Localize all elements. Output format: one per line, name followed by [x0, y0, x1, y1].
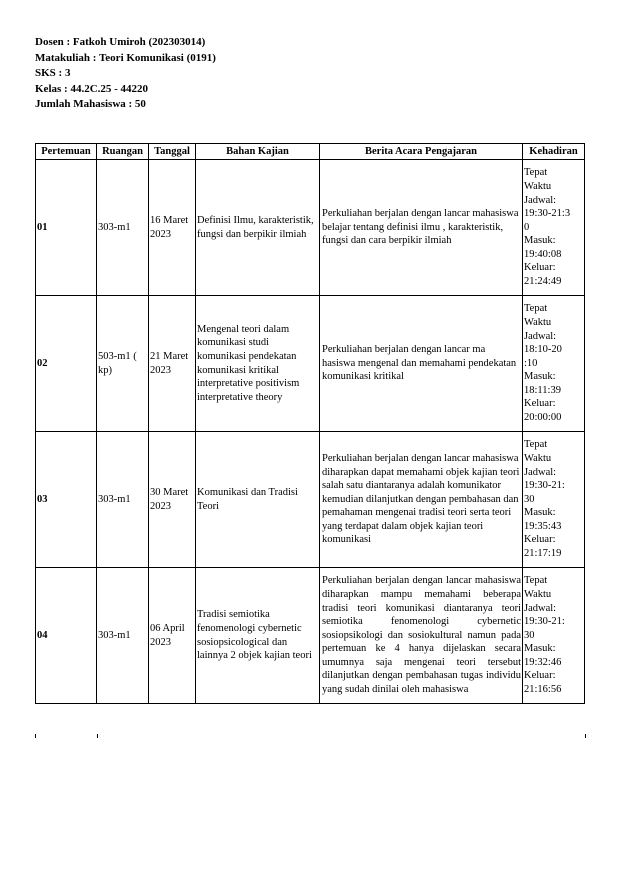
kehadiran-line: 21:24:49	[524, 276, 562, 288]
bahan-kajian-cell: Komunikasi dan Tradisi Teori	[196, 432, 320, 568]
kehadiran-line: Keluar:	[524, 670, 556, 682]
kehadiran-line: Masuk:	[524, 235, 556, 247]
header-berita-acara: Berita Acara Pengajaran	[320, 144, 523, 160]
ruangan-cell: 503-m1 ( kp)	[97, 296, 149, 432]
kehadiran-line: Tepat	[524, 575, 548, 587]
kehadiran-line: 19:30-21:3	[524, 208, 571, 220]
jumlah-mahasiswa-line: Jumlah Mahasiswa : 50	[35, 98, 146, 110]
kehadiran-line: Tepat	[524, 167, 548, 179]
kehadiran-line: 19:32:46	[524, 656, 562, 668]
table-row	[36, 296, 585, 432]
kehadiran-line: 19:30-21:	[524, 616, 565, 628]
header-ruangan: Ruangan	[97, 144, 149, 160]
header-tanggal: Tanggal	[149, 144, 196, 160]
kehadiran-line: 19:35:43	[524, 520, 562, 532]
ruangan-cell: 303-m1	[97, 568, 149, 704]
berita-acara-cell: Perkuliahan berjalan dengan lancar mahasiswa diharapkan mampu memahami beberapa tradisi teori komunikasi diantaranya teori semiotika fenomenologi cybernetic sosiopsikologi dan sosiokultural namun pada pertemuan ke 4 hanya dijelaskan secara umumnya saja mengenai teori tersebut dilanjutkan dengan pembahasan tugas individu yang sudah dinilai oleh mahasiswa	[320, 568, 523, 704]
bahan-kajian-cell: Tradisi semiotika fenomenologi cybernetic sosiopsicological dan lainnya 2 objek kajian teori	[196, 568, 320, 704]
kehadiran-line: 20:00:00	[524, 412, 562, 424]
dosen-line: Dosen : Fatkoh Umiroh (202303014)	[35, 36, 206, 48]
kehadiran-line: Waktu	[524, 452, 552, 464]
berita-acara-cell: Perkuliahan berjalan dengan lancar mahasiswa diharapkan dapat memahami objek kajian teori salah satu diantaranya adalah komunikator kemudian dilanjutkan dengan pembahasan dan pemahaman mengenai tradisi teori serta teori yang terdapat dalam objek kajian teori komunikasi	[320, 432, 523, 568]
bahan-kajian-cell: Mengenal teori dalam komunikasi studi komunikasi pendekatan komunikasi kritikal interpretative positivism interpretative theory	[196, 296, 320, 432]
kehadiran-line: Waktu	[524, 316, 552, 328]
matakuliah-line: Matakuliah : Teori Komunikasi (0191)	[35, 51, 216, 64]
ruangan-cell: 303-m1	[97, 432, 149, 568]
kehadiran-line: Jadwal:	[524, 602, 557, 614]
kehadiran-cell	[523, 568, 585, 704]
pertemuan-cell: 02	[36, 296, 97, 432]
kehadiran-line: Masuk:	[524, 371, 556, 383]
table-row	[36, 568, 585, 704]
kehadiran-line: Jadwal:	[524, 466, 557, 478]
kehadiran-line: Masuk:	[524, 507, 556, 519]
kehadiran-line: 19:40:08	[524, 248, 562, 260]
kehadiran-line: Masuk:	[524, 643, 556, 655]
kelas-line: Kelas : 44.2C.25 - 44220	[35, 82, 149, 95]
kehadiran-line: Tepat	[524, 439, 548, 451]
berita-acara-cell: Perkuliahan berjalan dengan lancar ma hasiswa mengenal dan memahami pendekatan komunikasi kritikal	[320, 296, 523, 432]
table-continuation	[35, 734, 586, 738]
table-row	[36, 432, 585, 568]
table-header-row	[36, 144, 585, 160]
kehadiran-cell	[523, 160, 585, 296]
table-row	[36, 160, 585, 296]
sks-line: SKS : 3	[35, 67, 71, 79]
tanggal-cell: 21 Maret 2023	[149, 296, 196, 432]
kehadiran-line: 21:16:56	[524, 684, 562, 696]
berita-acara-cell: Perkuliahan berjalan dengan lancar mahasiswa belajar tentang definisi ilmu , karakteristik, fungsi dan cara berpikir ilmiah	[320, 160, 523, 296]
kehadiran-cell	[523, 432, 585, 568]
header-kehadiran: Kehadiran	[523, 144, 585, 160]
teaching-report-table	[35, 143, 585, 704]
tanggal-cell: 30 Maret 2023	[149, 432, 196, 568]
kehadiran-line: Waktu	[524, 588, 552, 600]
tanggal-cell: 16 Maret 2023	[149, 160, 196, 296]
kehadiran-line: 21:17:19	[524, 548, 562, 560]
tanggal-cell: 06 April 2023	[149, 568, 196, 704]
header-pertemuan: Pertemuan	[36, 144, 97, 160]
kehadiran-line: Jadwal:	[524, 194, 557, 206]
kehadiran-line: 30	[524, 493, 535, 505]
kehadiran-line: 0	[524, 221, 530, 233]
header-bahan-kajian: Bahan Kajian	[196, 144, 320, 160]
pertemuan-cell: 03	[36, 432, 97, 568]
kehadiran-line: Keluar:	[524, 262, 556, 274]
ruangan-cell: 303-m1	[97, 160, 149, 296]
kehadiran-line: 18:10-20	[524, 344, 562, 356]
kehadiran-line: Keluar:	[524, 398, 556, 410]
kehadiran-line: Tepat	[524, 303, 548, 315]
kehadiran-line: 30	[524, 629, 535, 641]
kehadiran-line: Jadwal:	[524, 330, 557, 342]
kehadiran-line: :10	[524, 357, 538, 369]
table-divider	[97, 734, 98, 738]
kehadiran-line: 18:11:39	[524, 384, 561, 396]
kehadiran-cell	[523, 296, 585, 432]
kehadiran-line: Keluar:	[524, 534, 556, 546]
pertemuan-cell: 04	[36, 568, 97, 704]
document-header	[35, 35, 216, 113]
pertemuan-cell: 01	[36, 160, 97, 296]
bahan-kajian-cell: Definisi Ilmu, karakteristik, fungsi dan berpikir ilmiah	[196, 160, 320, 296]
kehadiran-line: 19:30-21:	[524, 480, 565, 492]
kehadiran-line: Waktu	[524, 180, 552, 192]
